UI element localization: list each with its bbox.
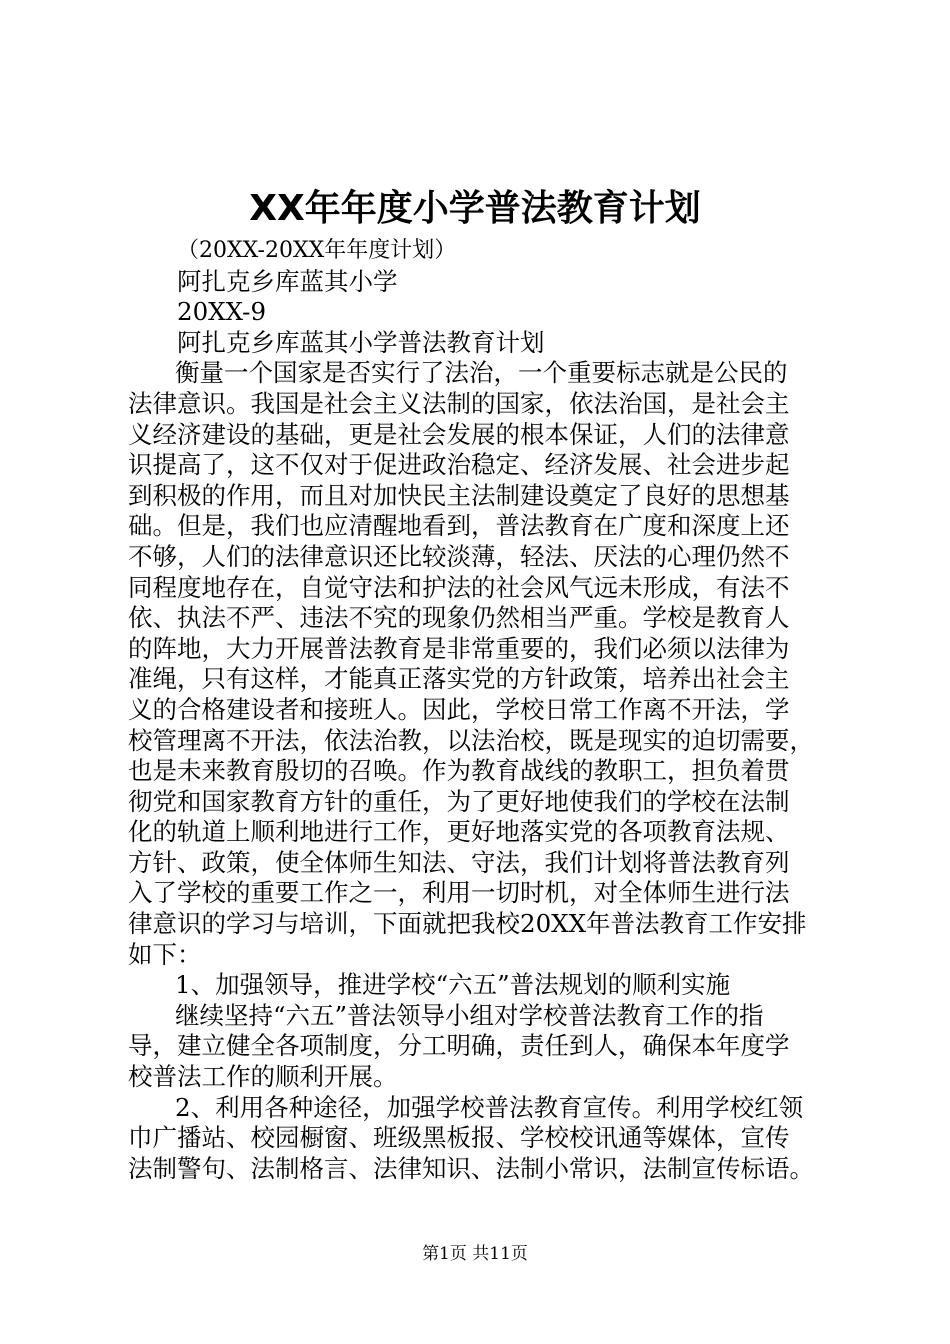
plan-year-line: （20XX-20XX年年度计划） (177, 238, 457, 263)
paragraph-line: 入了学校的重要工作之一，利用一切时机，对全体师生进行法 (128, 878, 790, 908)
paragraph-line: 法制警句、法制格言、法律知识、法制小常识，法制宣传标语。 (128, 1153, 814, 1183)
paragraph-line: 化的轨道上顺利地进行工作，更好地落实党的各项教育法规、 (128, 817, 790, 847)
paragraph-line: 识提高了，这不仅对于促进政治稳定、经济发展、社会进步起 (128, 450, 790, 480)
section-heading-1: 1、加强领导，推进学校“六五”普法规划的顺利实施 (175, 970, 731, 1000)
paragraph-line: 的阵地，大力开展普法教育是非常重要的，我们必须以法律为 (128, 633, 790, 663)
paragraph-line: 导，建立健全各项制度，分工明确，责任到人，确保本年度学 (128, 1031, 790, 1061)
paragraph-line: 也是未来教育殷切的召唤。作为教育战线的教职工，担负着贯 (128, 756, 790, 786)
paragraph-line: 准绳，只有这样，才能真正落实党的方针政策，培养出社会主 (128, 664, 790, 694)
document-title: XX年年度小学普法教育计划 (249, 188, 701, 229)
paragraph-line: 础。但是，我们也应清醒地看到，普法教育在广度和深度上还 (128, 511, 790, 541)
paragraph-line: 彻党和国家教育方针的重任，为了更好地使我们的学校在法制 (128, 786, 790, 816)
paragraph-line: 到积极的作用，而且对加快民主法制建设奠定了良好的思想基 (128, 480, 790, 510)
paragraph-line: 如下： (128, 939, 202, 969)
paragraph-line: 巾广播站、校园橱窗、班级黑板报、学校校讯通等媒体，宣传 (128, 1123, 790, 1153)
paragraph-line: 继续坚持“六五”普法领导小组对学校普法教育工作的指 (175, 1000, 764, 1030)
paragraph-line: 不够，人们的法律意识还比较淡薄，轻法、厌法的心理仍然不 (128, 541, 790, 571)
section-heading-2: 2、利用各种途径，加强学校普法教育宣传。利用学校红领 (175, 1092, 804, 1122)
school-name-line: 阿扎克乡库蓝其小学 (177, 266, 398, 296)
paragraph-line: 法律意识。我国是社会主义法制的国家，依法治国，是社会主 (128, 388, 790, 418)
paragraph-line: 衡量一个国家是否实行了法治，一个重要标志就是公民的 (175, 358, 788, 388)
paragraph-line: 方针、政策，使全体师生知法、守法，我们计划将普法教育列 (128, 847, 790, 877)
paragraph-line: 律意识的学习与培训，下面就把我校20XX年普法教育工作安排 (128, 909, 807, 939)
paragraph-line: 同程度地存在，自觉守法和护法的社会风气远未形成，有法不 (128, 572, 790, 602)
page-number-footer: 第1页 共11页 (422, 1244, 528, 1264)
paragraph-line: 义经济建设的基础，更是社会发展的根本保证，人们的法律意 (128, 419, 790, 449)
plan-heading-line: 阿扎克乡库蓝其小学普法教育计划 (177, 327, 545, 357)
date-line: 20XX-9 (177, 297, 267, 327)
document-body (128, 236, 830, 1184)
paragraph-line: 依、执法不严、违法不究的现象仍然相当严重。学校是教育人 (128, 603, 790, 633)
paragraph-line: 校管理离不开法，依法治教，以法治校，既是现实的迫切需要， (128, 725, 814, 755)
paragraph-line: 校普法工作的顺利开展。 (128, 1062, 398, 1092)
paragraph-line: 义的合格建设者和接班人。因此，学校日常工作离不开法，学 (128, 694, 790, 724)
